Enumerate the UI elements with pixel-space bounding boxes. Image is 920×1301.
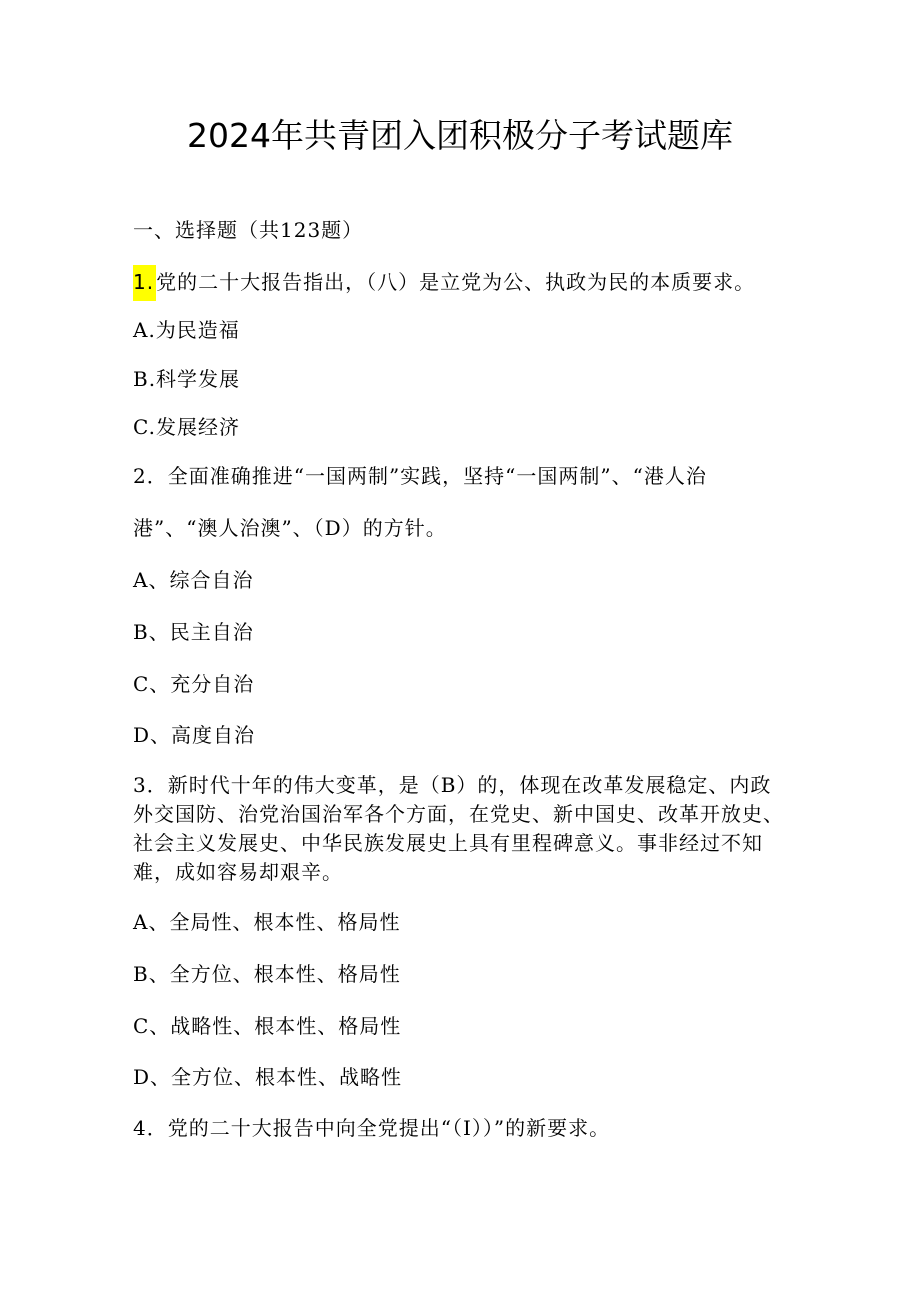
question-1-number-highlight: 1. (133, 265, 156, 301)
question-3-option-a: A、全局性、根本性、格局性 (133, 910, 401, 934)
question-4-text: 4．党的二十大报告中向全党提出“（I））”的新要求。 (133, 1116, 611, 1140)
question-2-option-d: D、高度自治 (133, 723, 256, 747)
question-1 (133, 268, 755, 301)
question-2-option-c: C、充分自治 (133, 672, 255, 696)
question-2-line-1: 2．全面准确推进“一国两制”实践，坚持“一国两制”、“港人治 (133, 464, 707, 488)
question-1-text: 党的二十大报告指出，（八）是立党为公、执政为民的本质要求。 (156, 270, 756, 294)
question-3-option-b: B、全方位、根本性、格局性 (133, 962, 401, 986)
question-1-option-c: C.发展经济 (133, 415, 240, 439)
question-3-option-c: C、战略性、根本性、格局性 (133, 1014, 402, 1038)
question-1-option-b: B.科学发展 (133, 367, 241, 391)
question-3-text: 3．新时代十年的伟大变革，是（B）的，体现在改革发展稳定、内政外交国防、治党治国治军各个方面，在党史、新中国史、改革开放史、社会主义发展史、中华民族发展史上具有里程碑意义。事非经过不知难，成如容易却艰辛。 (133, 773, 784, 884)
question-1-option-a: A.为民造福 (133, 318, 240, 342)
section-heading: 一、选择题（共123题） (133, 218, 364, 242)
question-2-option-a: A、综合自治 (133, 568, 254, 592)
document-title: 2024年共青团入团积极分子考试题库 (187, 116, 733, 155)
question-3-option-d: D、全方位、根本性、战略性 (133, 1065, 403, 1089)
question-2-line-2: 港”、“澳人治澳”、（D）的方针。 (133, 516, 447, 540)
question-2-option-b: B、民主自治 (133, 620, 254, 644)
